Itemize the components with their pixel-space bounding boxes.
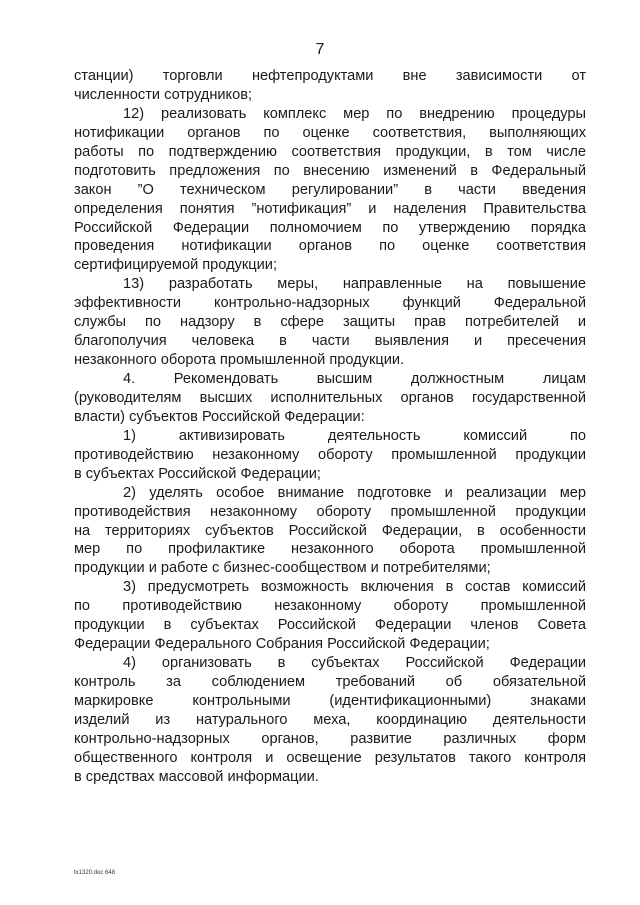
text-line: противодействию незаконному обороту промышленной продукции: [74, 446, 586, 463]
text-line: 4) организовать в субъектах Российской Федерации: [123, 655, 586, 672]
text-line: продукции и работе с бизнес-сообществом и потребителями;: [74, 560, 491, 577]
text-line: 13) разработать меры, направленные на повышение: [123, 276, 586, 293]
text-line: работы по подтверждению соответствия продукции, в том числе: [74, 143, 586, 160]
text-line: общественного контроля и освещение результатов такого контроля: [74, 749, 586, 766]
text-line: нотификации органов по оценке соответствия, выполняющих: [74, 124, 586, 141]
text-line: 4. Рекомендовать высшим должностным лицам: [123, 371, 586, 387]
text-line: контроль за соблюдением требований об обязательной: [74, 674, 586, 690]
paragraph-p4-3: [74, 578, 586, 654]
text-line: определения понятия ”нотификация” и наделения Правительства: [74, 200, 586, 217]
text-line: 2) уделять особое внимание подготовке и реализации мер: [123, 484, 586, 501]
text-line: подготовить предложения по внесению изменений в Федеральный: [74, 162, 586, 179]
text-line: продукции в субъектах Российской Федерации членов Совета: [74, 617, 586, 634]
text-line: Российской Федерации полномочием по утверждению порядка: [74, 219, 586, 236]
text-line: эффективности контрольно-надзорных функций Федеральной: [74, 295, 586, 312]
text-line: контрольно-надзорных органов, развитие различных форм: [74, 730, 586, 747]
text-line: (руководителям высших исполнительных органов государственной: [74, 389, 586, 406]
text-line: незаконного оборота промышленной продукции.: [74, 352, 405, 369]
paragraph-p4-1: [74, 427, 586, 484]
text-line: в субъектах Российской Федерации;: [74, 465, 321, 482]
text-line: 3) предусмотреть возможность включения в состав комиссий: [123, 579, 586, 596]
text-line: изделий из натурального меха, координацию деятельности: [74, 711, 586, 728]
document-body: [74, 67, 586, 787]
paragraph-p13: [74, 275, 586, 370]
text-line: 1) активизировать деятельность комиссий по: [123, 427, 586, 444]
text-line: противодействия незаконному обороту промышленной продукции: [74, 503, 586, 520]
text-line: проведения нотификации органов по оценке соответствия: [74, 238, 586, 255]
text-line: благополучия человека в части выявления и пресечения: [74, 333, 586, 350]
paragraph-p4: [74, 370, 586, 427]
paragraph-p4-4: [74, 654, 586, 787]
text-line: службы по надзору в сфере защиты прав потребителей и: [74, 314, 586, 331]
text-line: закон ”О техническом регулировании” в части введения: [74, 181, 586, 198]
text-line: в средствах массовой информации.: [74, 768, 319, 785]
paragraph-p0: [74, 67, 586, 105]
text-line: маркировке контрольными (идентификационными) знаками: [74, 692, 586, 709]
text-line: по противодействию незаконному обороту промышленной: [74, 598, 586, 615]
text-line: станции) торговли нефтепродуктами вне зависимости от: [74, 68, 586, 84]
text-line: численности сотрудников;: [74, 86, 253, 103]
paragraph-p4-2: [74, 484, 586, 579]
text-line: на территориях субъектов Российской Федерации, в особенности: [74, 522, 586, 539]
text-line: сертифицируемой продукции;: [74, 257, 278, 274]
text-line: мер по профилактике незаконного оборота промышленной: [74, 541, 586, 558]
page-number: 7: [315, 41, 325, 58]
paragraph-p12: [74, 105, 586, 275]
footer-file-code: tx1320.doc 648: [74, 870, 116, 876]
text-line: власти) субъектов Российской Федерации:: [74, 408, 365, 425]
text-line: Федерации Федерального Собрания Российской Федерации;: [74, 636, 490, 653]
text-line: 12) реализовать комплекс мер по внедрению процедуры: [123, 105, 586, 122]
